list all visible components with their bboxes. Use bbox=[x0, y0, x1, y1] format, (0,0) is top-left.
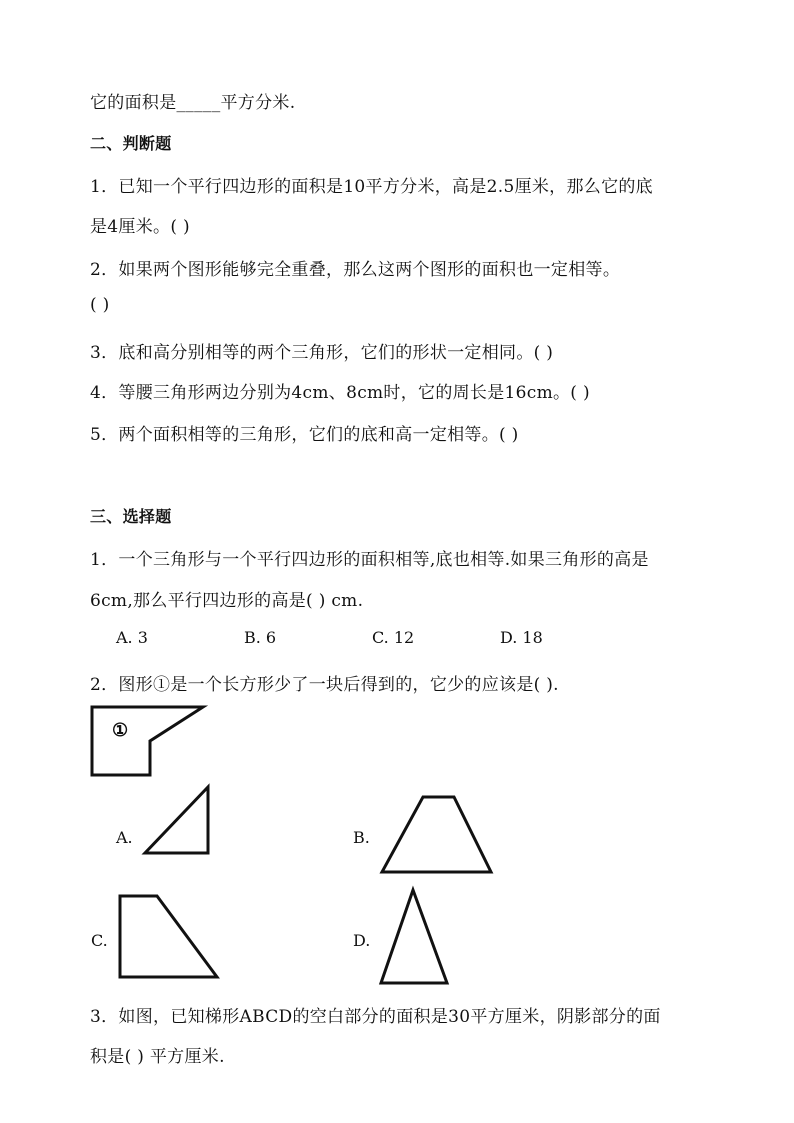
figure-option-a-label: A. bbox=[116, 828, 133, 847]
choice-q1-option-a: A. 3 bbox=[116, 628, 148, 647]
judge-q2-line1: 2．如果两个图形能够完全重叠，那么这两个图形的面积也一定相等。 bbox=[90, 260, 621, 280]
judge-q1-line2: 是4厘米。( ) bbox=[90, 217, 190, 237]
figure-main-shape bbox=[90, 705, 210, 777]
choice-q2: 2．图形①是一个长方形少了一块后得到的，它少的应该是( ). bbox=[90, 675, 559, 695]
section-heading-choice: 三、选择题 bbox=[90, 507, 172, 526]
figure-option-d-label: D. bbox=[353, 931, 371, 950]
judge-q2-line2: ( ) bbox=[90, 295, 110, 315]
choice-q1-option-b: B. 6 bbox=[244, 628, 277, 647]
figure-option-c-shape bbox=[117, 893, 223, 981]
choice-q1-option-d: D. 18 bbox=[500, 628, 543, 647]
figure-option-d-shape bbox=[378, 887, 454, 987]
choice-q1-line1: 1．一个三角形与一个平行四边形的面积相等,底也相等.如果三角形的高是 bbox=[90, 550, 649, 570]
section-heading-judgement: 二、判断题 bbox=[90, 134, 172, 153]
judge-q3: 3．底和高分别相等的两个三角形，它们的形状一定相同。( ) bbox=[90, 343, 554, 363]
choice-q1-option-c: C. 12 bbox=[372, 628, 415, 647]
figure-main-label: ① bbox=[112, 720, 129, 741]
figure-option-b-shape bbox=[378, 794, 498, 874]
judge-q1-line1: 1．已知一个平行四边形的面积是10平方分米，高是2.5厘米，那么它的底 bbox=[90, 177, 653, 197]
judge-q4: 4．等腰三角形两边分别为4cm、8cm时，它的周长是16cm。( ) bbox=[90, 383, 590, 403]
choice-q3-line1: 3．如图，已知梯形ABCD的空白部分的面积是30平方厘米，阴影部分的面 bbox=[90, 1007, 661, 1027]
figure-option-c-label: C. bbox=[91, 931, 108, 950]
figure-option-b-label: B. bbox=[353, 828, 370, 847]
judge-q5: 5．两个面积相等的三角形，它们的底和高一定相等。( ) bbox=[90, 425, 519, 445]
choice-q3-line2: 积是( ) 平方厘米. bbox=[90, 1047, 225, 1067]
previous-question-tail: 它的面积是_____平方分米. bbox=[90, 93, 296, 113]
figure-option-a-shape bbox=[140, 785, 215, 857]
choice-q1-line2: 6cm,那么平行四边形的高是( ) cm. bbox=[90, 591, 364, 611]
